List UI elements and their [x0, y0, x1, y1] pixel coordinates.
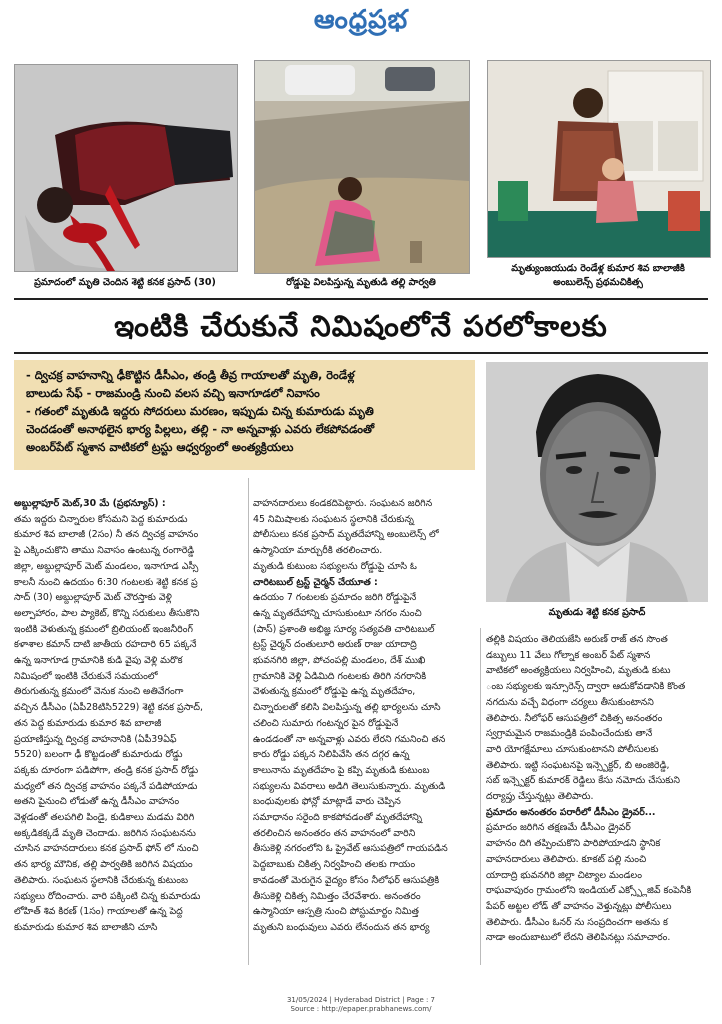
- article-column-1: [14, 496, 244, 936]
- article-line: సాద్ (30) అబ్దుల్లాపూర్ మెట్ చౌరస్తాకు వెళ్లి: [14, 592, 172, 604]
- article-line: వెళ్లడంతో తలపగిలి పిండై, కుడికాలు మడమ విరిగి: [14, 812, 195, 824]
- article-line: సభ్యులను వివరాలు అడిగి తెలుసుకున్నారు. మృతుడి: [253, 780, 446, 792]
- article-line: తెలిపారు. నీలోఫర్ ఆసుపత్రిలో చికిత్స అనంతరం: [486, 712, 663, 724]
- ambulance-photo-image: [488, 61, 710, 257]
- article-line: వాటికలో అంత్యక్రియలు నిర్వహించి, మృతుడి కుటు: [486, 665, 671, 677]
- article-line: తల్లికి విషయం తెలియజేసి అరుణ్ రాజ్ తన సొంత: [486, 634, 668, 645]
- footer-page-info: 31/05/2024 | Hyderabad District | Page : 7: [286, 996, 436, 1004]
- article-line: జిల్లా, అబ్దుల్లాపూర్ మెట్ మండలం, ఇనాగూడ ఎస్సీ: [14, 560, 199, 572]
- article-line: స్వగ్రామమైన రాజమండ్రికి పంపించేందుకు తానే: [486, 728, 653, 740]
- article-line: ఉదయం 7 గంటలకు ప్రమాదం జరిగి రోడ్డుపైనే: [253, 592, 417, 604]
- article-line: ప్రమాదం జరిగిన తక్షణమే డీసీఎం డ్రైవర్: [486, 822, 631, 834]
- article-line: కావడంతో మెరుగైన వైద్యం కోసం నీలోఫర్ ఆసుపత్రికి: [253, 874, 440, 886]
- article-line: తిరుగుతున్న క్రమంలో వెనుక నుంచి అతివేగంగా: [14, 686, 184, 698]
- article-line: అతని పైనుంచి లోడుతో ఉన్న డీసీఎం వాహనం: [14, 796, 180, 808]
- summary-line: అంబర్‌పేట్ స్మశాన వాటికలో ట్రస్టు ఆధ్వర్యంలో అంత్యక్రియలు: [26, 440, 294, 454]
- article-line: పై ఎక్కించుకొని తాము నివాసం ఉంటున్న రంగారెడ్డి: [14, 545, 195, 557]
- portrait-caption: మృతుడు శెట్టి కనక ప్రసాద్: [548, 607, 646, 618]
- subheading-driver: ప్రమాదం అనంతరం పరారీలో డీసీఎం డ్రైవర్...: [486, 806, 656, 818]
- article-line: అక్కడికక్కడే మృతి చెందాడు. జరిగిన సంఘటనను: [14, 827, 196, 839]
- article-line: గ్రామానికి వెళ్లి ఏడిమిది గంటలకు తిరిగి నగరానికి: [253, 670, 427, 682]
- article-line: ఉండడంతో నా అన్నవాళ్లు ఎవరు లేరని గమనించి తన: [253, 733, 446, 745]
- article-column-3: [486, 632, 710, 946]
- article-line: తన పెద్ద కుమారుడు కుమార శివ బాలాజీ: [14, 717, 162, 729]
- article-line: ఉన్న ఇనాగూడ గ్రామానికి కుడి వైపు వెళ్లి మరొక: [14, 655, 183, 667]
- article-line: తెలిపారు. ఇట్టి సంఘటనపై ఇన్స్పెక్టర్, బి అంజిరెడ్డి,: [486, 759, 670, 771]
- article-line: కారు రోడ్డు పక్కన నిలిపివేసి తన దగ్గర ఉన్న: [253, 749, 410, 761]
- article-line: వాహనదారులు కండకదిపెట్టారు. సంఘటన జరిగిన: [253, 498, 433, 509]
- article-line: లోహిత్ శివ కిరణ్ (1సం) గాయాలతో ఉన్న పెద్ద: [14, 906, 183, 918]
- column-divider: [480, 628, 481, 965]
- article-line: తీసుకెళ్లి నగరంలోని ఓ ప్రైవేట్ ఆసుపత్రిలో గాయపడిన: [253, 843, 448, 855]
- article-line: వాహనదారులు తెలిపారు. కూకట్ పల్లి నుంచి: [486, 853, 647, 865]
- article-line: పక్కకు దూరంగా పడిపోగా, తండ్రి కనక ప్రసాద్ రోడ్డు: [14, 764, 199, 776]
- article-line: తన భార్య మౌనిక, తల్లి పార్వతికి జరిగిన విషయం: [14, 859, 193, 871]
- headline-top-rule: [14, 298, 708, 300]
- article-line: 45 నిమిషాలకు సంఘటన స్థలానికి చేరుకున్న: [253, 513, 414, 525]
- article-line: సమాధానం సరైంది కాకపోవడంతో మృతదేహాన్ని: [253, 812, 422, 824]
- article-line: ఇంటికి వెళుతున్న క్రమంలో బ్రిలియంట్ ఇంజనీరింగ్: [14, 623, 193, 635]
- article-line: (పాస్) ప్రశాంతి అభిజ్ఞ సూర్య సత్యవతి చారిటబుల్: [253, 623, 435, 635]
- mother-photo-image: [255, 61, 469, 273]
- headline-bottom-rule: [14, 352, 708, 354]
- summary-box: [14, 360, 475, 470]
- article-line: ప్రయాణిస్తున్న ద్విచక్ర వాహనానికి (ఏపీ39ఏఫ్: [14, 733, 177, 745]
- summary-line: బాలుడు సేఫ్ - రాజమండ్రి నుంచి వలస వచ్చి ఇనాగూడలో నివాసం: [26, 386, 320, 400]
- ambulance-photo: [487, 60, 711, 258]
- article-line: డబ్బులు 11 వేలు గోల్నాక అంబర్ పేట్ స్మశాన: [486, 649, 651, 661]
- article-line: నాడా అందుబాటులో లేదని తెలిపినట్లు సమాచారం.: [486, 932, 671, 944]
- ambulance-photo-caption-1: మృత్యుంజయుడు రెండేళ్ల కుమార శివ బాలాజీకి: [511, 263, 685, 274]
- article-line: తరలించిన అనంతరం తన వాహనంలో వారిని: [253, 827, 416, 839]
- article-line: మధ్యలో తన ద్విచక్ర వాహనం పక్కనే పడిపోయాడు: [14, 780, 198, 792]
- article-line: కాలునాను మృతదేహం పై కప్పి మృతుడి కుటుంబ: [253, 764, 430, 776]
- article-line: కుమార శివ బాలాజీ (2సం) నీ తన ద్విచక్ర వాహనం: [14, 529, 199, 541]
- article-line: సబ్ ఇన్స్పెక్టర్ కుమారక్ రెడ్డిలు కేసు నమోదు చేసుకుని: [486, 775, 680, 787]
- deceased-portrait-image: [486, 362, 708, 602]
- article-line: రాఘవాపురం గ్రామంలోని ఇండియల్ ఎక్స్ప్లోజివ్ కంపెనీకి: [486, 885, 692, 897]
- article-line: భువనగిరి జిల్లా, పోచంపల్లి మండలం, దేశ్ ముఖి: [253, 655, 426, 667]
- article-line: కుమారుడు కుమార శివ బాలాజీని చూసి: [14, 921, 158, 933]
- article-line: వారి యోగక్షేమాలు చూసుకుంటానని పోలీసులకు: [486, 743, 659, 755]
- victim-photo-image: [15, 65, 237, 271]
- article-line: తెలిపారు. డీసీఎం ఓనర్ ను సంప్రదించగా అతను క: [486, 916, 668, 928]
- article-line: వెళుతున్న క్రమంలో రోడ్డుపై ఉన్న మృతదేహం,: [253, 686, 416, 698]
- summary-line: - గతంలో మృతుడి ఇద్దరు సోదరులు మరణం, ఇప్పుడు చిన్న కుమారుడు మృతి: [26, 404, 374, 418]
- masthead-logo: ఆంధ్రప్రభ: [313, 5, 409, 35]
- victim-photo-caption: ప్రమాదంలో మృతి చెందిన శెట్టి కనక ప్రసాద్ (30): [34, 277, 216, 288]
- article-line: యాదాద్రి భువనగిరి జిల్లా చిట్యాల మండలం: [486, 869, 642, 881]
- headline: ఇంటికి చేరుకునే నిమిషంలోనే పరలోకాలకు: [114, 309, 608, 343]
- ambulance-photo-caption-2: అంబులెన్స్ ప్రథమచికిత్స: [553, 277, 643, 288]
- article-line: సభ్యులు రోదించారు. వారి పక్కింటి చిన్న కుమారుడు: [14, 890, 201, 902]
- victim-photo: [14, 64, 238, 272]
- article-line: చిన్నారులతో కలిసి విలపిస్తున్న తల్లి భార్యలను చూసి: [253, 702, 441, 714]
- column-divider: [248, 478, 249, 965]
- article-line: నగదును వచ్చే విధంగా చర్యలు తీసుకుంటానని: [486, 696, 654, 708]
- article-line: దర్యాప్తు చేస్తున్నట్లు తెలిపారు.: [486, 791, 594, 803]
- article-line: ఉన్న మృతదేహాన్ని చూసుకుంటూ నగరం నుంచి: [253, 607, 422, 619]
- article-line: మృతుని బంధువులు ఎవరు లేనందున తన భార్య: [253, 921, 430, 933]
- article-line: అల్పాహారం, పాల ప్యాకెట్, కొన్ని సరుకులు తీసుకొని: [14, 607, 200, 619]
- article-column-2: [253, 496, 477, 936]
- subheading-trust: చారిటబుల్ ట్రస్ట్ చైర్మన్ చేయూత :: [253, 576, 378, 588]
- article-line: కళాశాల కమాన్ దాటి జాతీయ రహదారి 65 పక్కనే: [14, 639, 197, 651]
- article-line: ంబ సభ్యులకు ఇన్సూరెన్స్ ద్వారా ఆదుకోవడానికి కొంత: [486, 681, 686, 693]
- article-line: తీసుకెళ్లి చికిత్స నిమిత్తం చేరవేశారు. అనంతరం: [253, 890, 421, 902]
- article-line: తమ ఇద్దరు చిన్నారుల కోసమని పెద్ద కుమారుడు: [14, 513, 188, 525]
- article-line: వచ్చిన డీసీఎం (ఏపీ28టిసి5229) శెట్టి కనక ప్రసాద్,: [14, 702, 203, 714]
- mother-photo: [254, 60, 470, 274]
- deceased-portrait: [486, 362, 708, 602]
- article-line: ఉస్మానియా మార్చురీకి తరలించారు.: [253, 545, 383, 557]
- article-line: బంధువులకు ఫోన్లో మాట్లాడే వారు చెప్పిన: [253, 796, 401, 808]
- article-line: పేపర్ అట్టల లోడ్ తో వాహనం వెళ్తున్నట్లు పోలీసులు: [486, 900, 672, 912]
- article-line: పెద్దబాబుకు చికిత్స నిర్వహించి తలకు గాయం: [253, 859, 416, 871]
- article-line: మృతుడి కుటుంబ సభ్యులను రోడ్డుపై చూసి ఓ: [253, 560, 417, 572]
- article-line: పోలీసులు కనక ప్రసాద్ మృతదేహాన్ని అంబులెన్స్ లో: [253, 529, 439, 541]
- article-line: ట్రస్ట్ చైర్మన్ దంతులూరి అరుణ్ రాజు యాదాద్రి: [253, 639, 417, 651]
- article-line: కాలనీ నుంచి ఉదయం 6:30 గంటలకు శెట్టి కనక ప్ర: [14, 576, 198, 588]
- mother-photo-caption: రోడ్డుపై విలపిస్తున్న మృతుడి తల్లి పార్వతి: [286, 277, 436, 288]
- article-line: నిమిషంలో ఇంటికి చేరుకునే సమయంలో: [14, 670, 158, 682]
- article-line: చూసిన వాహనదారులు కనక ప్రసాద్ ఫోన్ లో నుంచి: [14, 843, 199, 855]
- summary-line: - ద్విచక్ర వాహనాన్ని ఢీకొట్టిన డీసీఎం, తండ్రి తీవ్ర గాయాలతో మృతి, రెండేళ్ల: [26, 368, 355, 382]
- article-line: తెలిపారు. సంఘటన స్థలానికి చేరుకున్న కుటుంబ: [14, 874, 189, 886]
- article-line: 5520) బలంగా ఢీ కొట్టడంతో కుమారుడు రోడ్డు: [14, 749, 183, 761]
- article-line: వాహనం దిగి తప్పించుకొని పారిపోయాడని స్థానిక: [486, 838, 661, 850]
- dateline: అబ్దుల్లాపూర్ మెట్,30 మే (ప్రభన్యూస్) :: [14, 498, 166, 509]
- article-line: చలించి సుమారు గంటన్నర పైన రోడ్డుపైనే: [253, 717, 399, 729]
- article-line: ఉస్మానియా ఆస్పత్రి నుంచి పోస్టుమార్టం నిమిత్త: [253, 906, 419, 918]
- footer-source: Source : http://epaper.prabhanews.com/: [290, 1005, 432, 1013]
- summary-line: చెందడంతో అనాథలైన భార్య పిల్లలు, తల్లి - నా అన్నవాళ్లు ఎవరు లేకపోవడంతో: [26, 422, 375, 436]
